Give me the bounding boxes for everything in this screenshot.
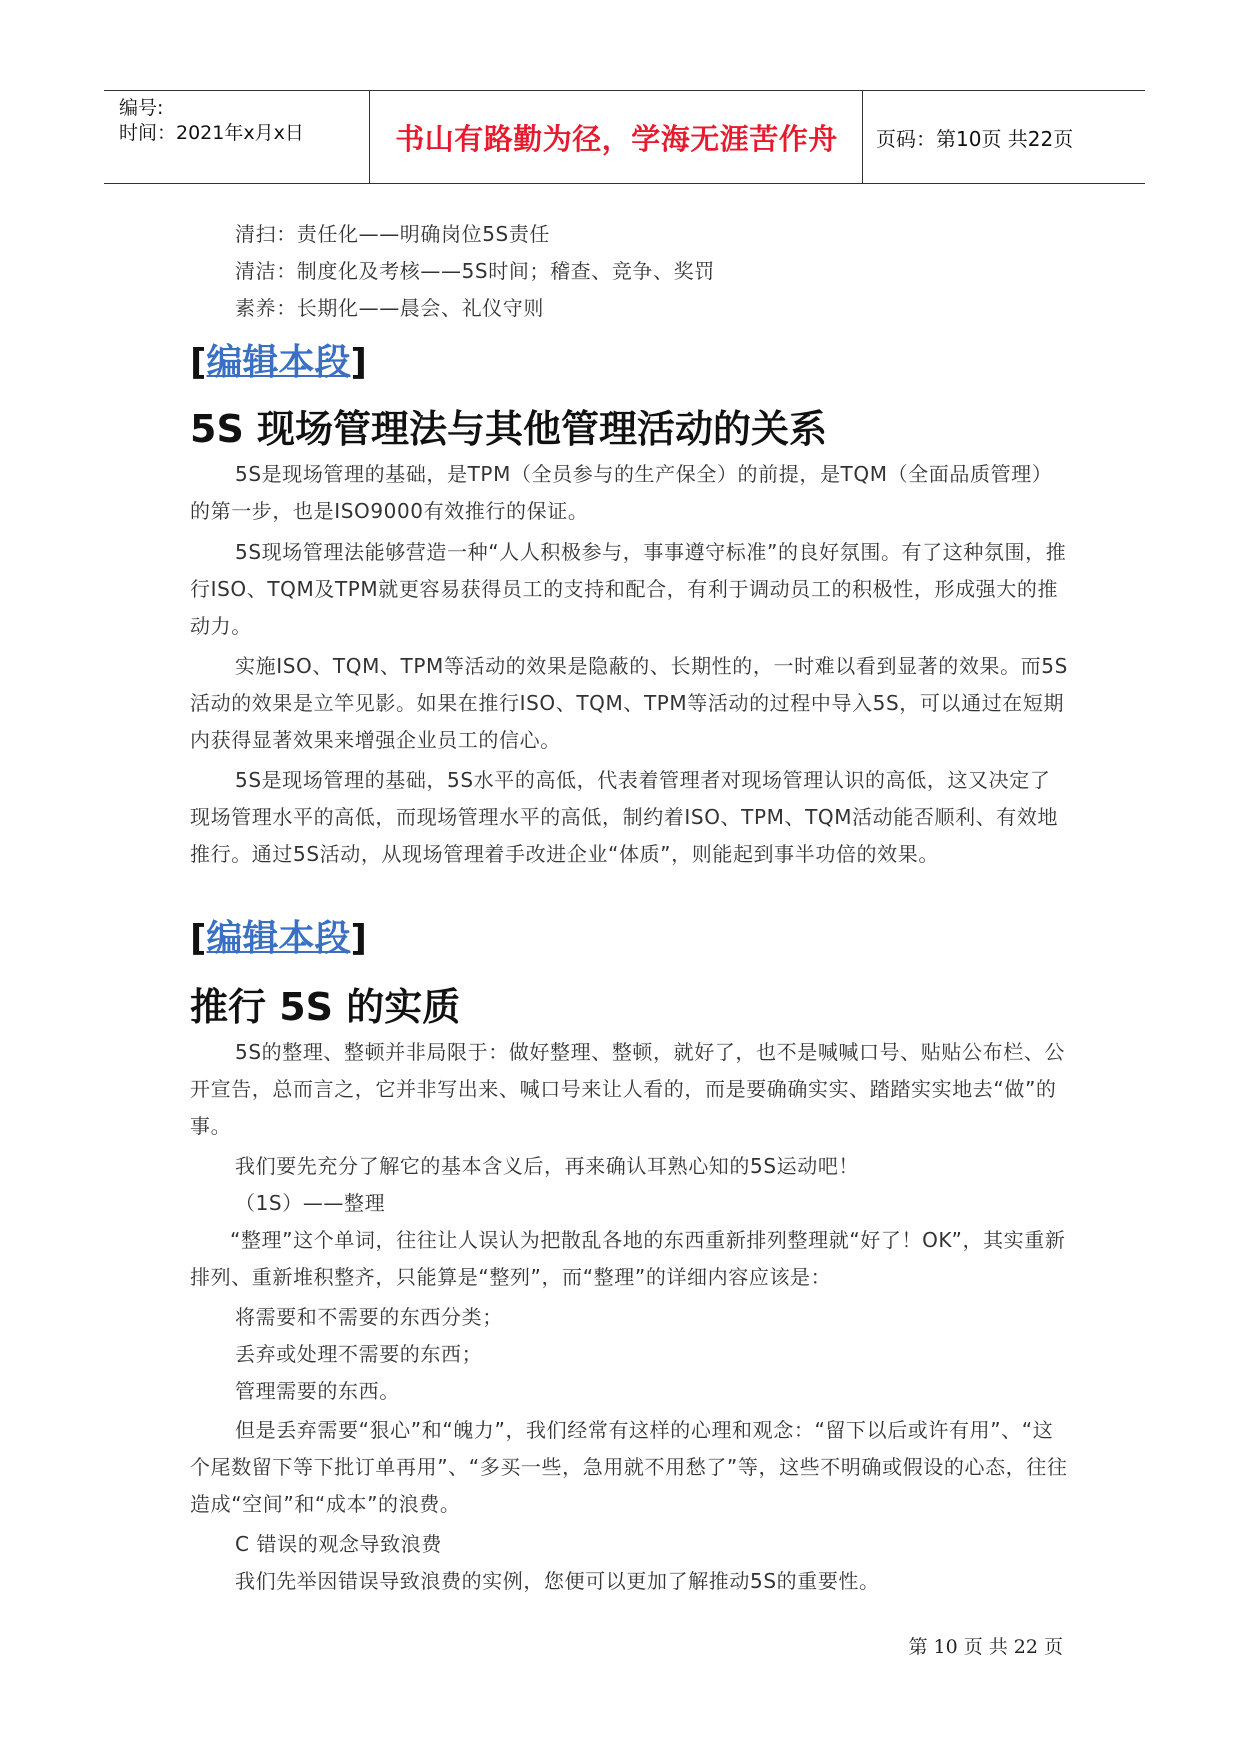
document-number-label: 编号: xyxy=(119,97,164,119)
header-page-info: 页码：第10页 共22页 xyxy=(876,126,1074,151)
intro-line: 素养：长期化——晨会、礼仪守则 xyxy=(235,296,544,320)
intro-line: 清扫：责任化——明确岗位5S责任 xyxy=(235,222,551,246)
subheading: （1S）——整理 xyxy=(235,1191,386,1215)
paragraph: 5S的整理、整顿并非局限于：做好整理、整顿，就好了，也不是喊喊口号、贴贴公布栏、公开宣告，总而言之，它并非写出来、喊口号来让人看的，而是要确确实实、踏踏实实地去“做”的事。 xyxy=(190,1040,1066,1138)
document-time-label: 时间：2021年x月x日 xyxy=(119,122,304,144)
header-motto: 书山有路勤为径，学海无涯苦作舟 xyxy=(395,121,838,156)
section-title: 5S 现场管理法与其他管理活动的关系 xyxy=(190,407,828,451)
subheading: C 错误的观念导致浪费 xyxy=(235,1532,442,1556)
paragraph: 我们要先充分了解它的基本含义后，再来确认耳熟心知的5S运动吧！ xyxy=(235,1154,860,1178)
paragraph: 5S是现场管理的基础，是TPM（全员参与的生产保全）的前提，是TQM（全面品质管理）的第一步，也是ISO9000有效推行的保证。 xyxy=(190,462,1053,523)
paragraph: 5S是现场管理的基础，5S水平的高低，代表着管理者对现场管理认识的高低，这又决定了现场管理水平的高低，而现场管理水平的高低，制约着ISO、TPM、TQM活动能否顺利、有效地推行。通过5S活动，从现场管理着手改进企业“体质”，则能起到事半功倍的效果。 xyxy=(190,768,1059,866)
paragraph: 我们先举因错误导致浪费的实例，您便可以更加了解推动5S的重要性。 xyxy=(235,1569,880,1593)
edit-section-link[interactable]: 编辑本段 xyxy=(206,342,351,383)
paragraph: 但是丢弃需要“狠心”和“魄力”，我们经常有这样的心理和观念：“留下以后或许有用”、“这个尾数留下等下批订单再用”、“多买一些，急用就不用愁了”等，这些不明确或假设的心态，往往造成“空间”和“成本”的浪费。 xyxy=(190,1418,1068,1516)
paragraph: “整理”这个单词，往往让人误认为把散乱各地的东西重新排列整理就“好了！OK”，其实重新排列、重新堆积整齐，只能算是“整列”，而“整理”的详细内容应该是： xyxy=(190,1228,1066,1289)
header-motto-cell xyxy=(371,91,863,183)
list-item: 将需要和不需要的东西分类； xyxy=(235,1305,503,1329)
edit-section-link[interactable]: 编辑本段 xyxy=(206,918,351,959)
header-page-cell xyxy=(864,91,1145,183)
list-item: 丢弃或处理不需要的东西； xyxy=(235,1342,483,1366)
list-item: 管理需要的东西。 xyxy=(235,1379,400,1403)
paragraph: 5S现场管理法能够营造一种“人人积极参与，事事遵守标准”的良好氛围。有了这种氛围，推行ISO、TQM及TPM就更容易获得员工的支持和配合，有利于调动员工的积极性，形成强大的推动力。 xyxy=(190,540,1067,638)
header-meta-cell xyxy=(104,91,370,183)
paragraph: 实施ISO、TQM、TPM等活动的效果是隐蔽的、长期性的，一时难以看到显著的效果。而5S活动的效果是立竿见影。如果在推行ISO、TQM、TPM等活动的过程中导入5S，可以通过在短期内获得显著效果来增强企业员工的信心。 xyxy=(190,654,1068,752)
page-footer: 第 10 页 共 22 页 xyxy=(908,1636,1063,1658)
page-header xyxy=(104,90,1145,184)
edit-section-link-row: [编辑本段] xyxy=(190,342,367,383)
intro-line: 清洁：制度化及考核——5S时间；稽查、竞争、奖罚 xyxy=(235,259,715,283)
edit-section-link-row: [编辑本段] xyxy=(190,918,367,959)
section-title: 推行 5S 的实质 xyxy=(190,985,461,1029)
